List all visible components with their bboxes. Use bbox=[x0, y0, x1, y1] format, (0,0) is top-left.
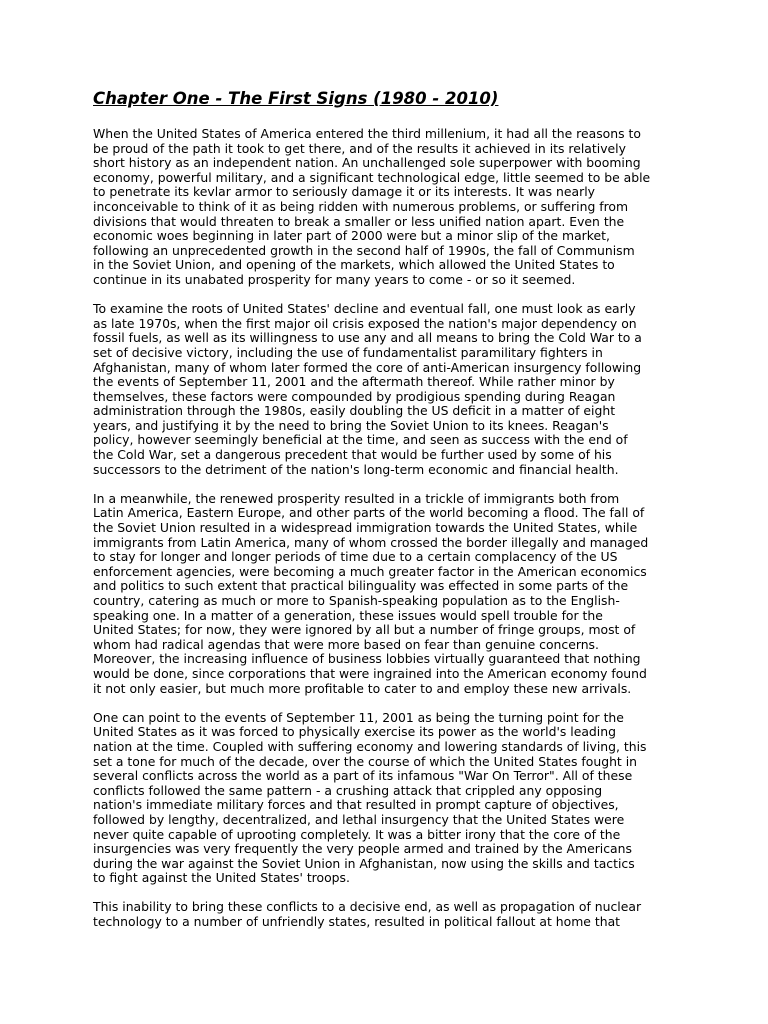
paragraph-line: Moreover, the increasing influence of business lobbies virtually guaranteed that nothing bbox=[93, 651, 641, 667]
paragraph-line: economy, powerful military, and a significant technological edge, little seemed to be able bbox=[93, 169, 651, 185]
paragraph-line: to fight against the United States' troops. bbox=[93, 870, 350, 886]
paragraph-line: enforcement agencies, were becoming a much greater factor in the American economics bbox=[93, 563, 647, 579]
paragraph-line: never quite capable of uprooting completely. It was a bitter irony that the core of the bbox=[93, 826, 621, 842]
paragraph-line: conflicts followed the same pattern - a crushing attack that crippled any opposing bbox=[93, 782, 603, 798]
paragraph-line: set of decisive victory, including the use of fundamentalist paramilitary fighters in bbox=[93, 344, 603, 360]
paragraph-line: in the Soviet Union, and opening of the markets, which allowed the United States to bbox=[93, 257, 615, 273]
paragraph-line: to penetrate its kevlar armor to seriously damage it or its interests. It was nearly bbox=[93, 184, 595, 200]
paragraph-line: technology to a number of unfriendly states, resulted in political fallout at home that bbox=[93, 914, 621, 930]
paragraph-line: immigrants from Latin America, many of whom crossed the border illegally and managed bbox=[93, 534, 649, 550]
paragraph bbox=[93, 900, 673, 929]
paragraph-line: One can point to the events of September 11, 2001 as being the turning point for the bbox=[93, 709, 624, 725]
paragraph-line: In a meanwhile, the renewed prosperity resulted in a trickle of immigrants both from bbox=[93, 490, 620, 506]
paragraph-line: administration through the 1980s, easily doubling the US deficit in a matter of eight bbox=[93, 403, 616, 419]
paragraph-line: speaking one. In a matter of a generation, these issues would spell trouble for the bbox=[93, 607, 603, 623]
paragraph-line: nation at the time. Coupled with suffering economy and lowering standards of living, this bbox=[93, 738, 647, 754]
paragraph-line: short history as an independent nation. An unchallenged sole superpower with booming bbox=[93, 155, 641, 171]
paragraph-line: followed by lengthy, decentralized, and lethal insurgency that the United States were bbox=[93, 811, 625, 827]
paragraph-line: insurgencies was very frequently the very people armed and trained by the Americans bbox=[93, 841, 632, 857]
paragraph-line: set a tone for much of the decade, over the course of which the United States fought in bbox=[93, 753, 638, 769]
paragraph-line: nation's immediate military forces and that resulted in prompt capture of objectives, bbox=[93, 797, 619, 813]
paragraph-line: whom had radical agendas that were more based on fear than genuine concerns. bbox=[93, 636, 599, 652]
paragraph-line: during the war against the Soviet Union in Afghanistan, now using the skills and tactics bbox=[93, 855, 635, 871]
paragraph-line: To examine the roots of United States' decline and eventual fall, one must look as early bbox=[93, 301, 636, 317]
paragraph-line: divisions that would threaten to break a smaller or less unified nation apart. Even the bbox=[93, 213, 625, 229]
paragraph-line: Afghanistan, many of whom later formed the core of anti-American insurgency following bbox=[93, 359, 642, 375]
document-body bbox=[93, 88, 673, 944]
paragraph-list bbox=[93, 127, 673, 930]
paragraph-line: United States; for now, they were ignored by all but a number of fringe groups, most of bbox=[93, 622, 636, 638]
paragraph bbox=[93, 302, 673, 477]
paragraph bbox=[93, 127, 673, 288]
paragraph-line: and politics to such extent that practical bilinguality was effected in some parts of the bbox=[93, 578, 629, 594]
paragraph bbox=[93, 492, 673, 696]
chapter-title: Chapter One - The First Signs (1980 - 2010) bbox=[93, 89, 499, 108]
paragraph-line: inconceivable to think of it as being ridden with numerous problems, or suffering from bbox=[93, 198, 629, 214]
paragraph-line: as late 1970s, when the first major oil crisis exposed the nation's major dependency on bbox=[93, 315, 637, 331]
paragraph-line: When the United States of America entered the third millenium, it had all the reasons to bbox=[93, 126, 641, 141]
paragraph-line: continue in its unabated prosperity for many years to come - or so it seemed. bbox=[93, 271, 576, 287]
paragraph-line: be proud of the path it took to get there, and of the results it achieved in its relatively bbox=[93, 140, 626, 156]
paragraph-line: it not only easier, but much more profitable to cater to and employ these new arrivals. bbox=[93, 680, 632, 696]
paragraph bbox=[93, 711, 673, 886]
paragraph-line: the Soviet Union resulted in a widespread immigration towards the United States, while bbox=[93, 520, 638, 536]
paragraph-line: United States as it was forced to physically exercise its power as the world's leading bbox=[93, 724, 616, 740]
paragraph-line: Latin America, Eastern Europe, and other parts of the world becoming a flood. The fall of bbox=[93, 505, 645, 521]
paragraph-line: country, catering as much or more to Spanish-speaking population as to the English- bbox=[93, 593, 620, 608]
paragraph-line: following an unprecedented growth in the second half of 1990s, the fall of Communism bbox=[93, 242, 635, 258]
paragraph-line: years, and justifying it by the need to bring the Soviet Union to its knees. Reagan's bbox=[93, 417, 609, 433]
paragraph-line: would be done, since corporations that were ingrained into the American economy found bbox=[93, 665, 647, 681]
paragraph-line: economic woes beginning in later part of 2000 were but a minor slip of the market, bbox=[93, 228, 610, 244]
paragraph-line: the events of September 11, 2001 and the aftermath thereof. While rather minor by bbox=[93, 374, 615, 390]
paragraph-line: This inability to bring these conflicts to a decisive end, as well as propagation of nuclear bbox=[93, 899, 642, 915]
paragraph-line: the Cold War, set a dangerous precedent that would be further used by some of his bbox=[93, 447, 612, 463]
paragraph-line: to stay for longer and longer periods of time due to a certain complacency of the US bbox=[93, 549, 618, 565]
paragraph-line: fossil fuels, as well as its willingness to use any and all means to bring the Cold War to a bbox=[93, 330, 642, 346]
paragraph-line: policy, however seemingly beneficial at the time, and seen as success with the end of bbox=[93, 432, 628, 448]
paragraph-line: themselves, these factors were compounded by prodigious spending during Reagan bbox=[93, 388, 616, 404]
paragraph-line: several conflicts across the world as a part of its infamous "War On Terror". All of these bbox=[93, 768, 633, 784]
paragraph-line: successors to the detriment of the nation's long-term economic and financial health. bbox=[93, 461, 619, 477]
